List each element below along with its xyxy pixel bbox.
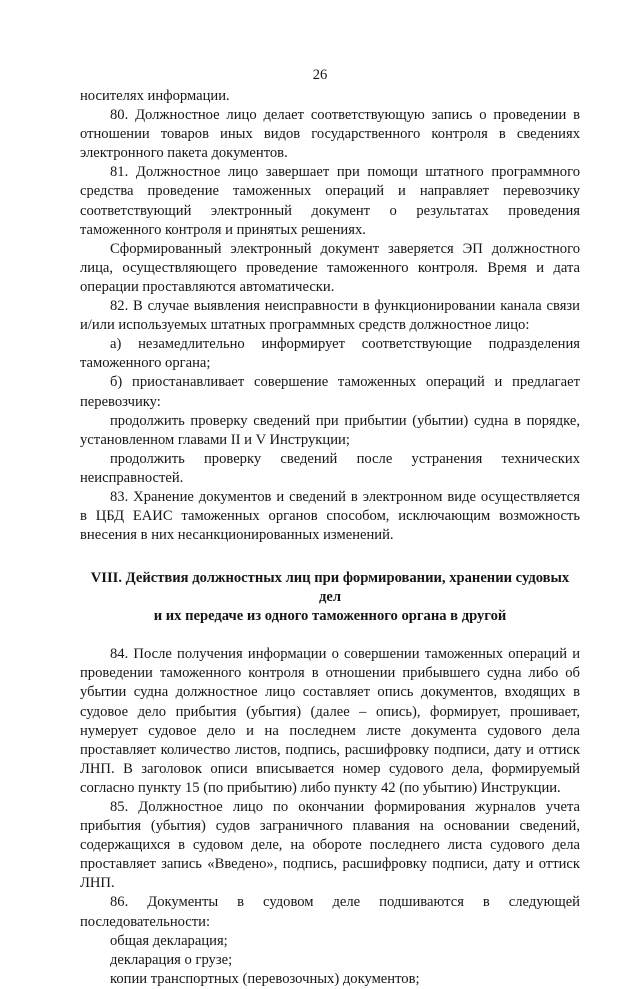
document-body <box>80 87 580 989</box>
paragraph-82-b-option-2: продолжить проверку сведений после устранения технических неисправностей. <box>80 450 580 486</box>
paragraph-85: 85. Должностное лицо по окончании формирования журналов учета прибытия (убытия) судов заграничного плавания на основании сведений, содержащихся в судовом деле, на обороте последнего листа судового дела проставляет запись «Введено», подпись, расшифровку подписи, дату и оттиск ЛНП. <box>80 799 580 892</box>
paragraph-82-a: а) незамедлительно информирует соответствующие подразделения таможенного органа; <box>80 336 580 372</box>
paragraph-80: 80. Должностное лицо делает соответствующую запись о проведении в отношении товаров иных видов государственного контроля в сведениях электронного пакета документов. <box>80 107 580 162</box>
list-item-general-declaration: общая декларация; <box>110 932 228 949</box>
paragraph-83: 83. Хранение документов и сведений в электронном виде осуществляется в ЦБД ЕАИС таможенных органов способом, исключающим возможность внесения в них несанкционированных изменений. <box>80 488 580 544</box>
list-item-transport-documents: копии транспортных (перевозочных) документов; <box>110 970 420 987</box>
section-heading-line-1: VIII. Действия должностных лиц при формировании, хранении судовых дел <box>90 570 570 606</box>
paragraph-82: 82. В случае выявления неисправности в функционировании канала связи и/или используемых штатных программных средств должностное лицо: <box>80 298 580 334</box>
paragraph-81-signature: Сформированный электронный документ заверяется ЭП должностного лица, осуществляющего проведение таможенного контроля. Время и дата операции проставляются автоматически. <box>80 240 580 295</box>
paragraph-82-b-option-1: продолжить проверку сведений при прибытии (убытии) судна в порядке, установленном главами II и V Инструкции; <box>80 412 580 448</box>
paragraph-continuation: носителях информации. <box>80 88 230 104</box>
paragraph-84: 84. После получения информации о совершении таможенных операций и проведении таможенного контроля в отношении прибывшего судна либо об убытии судна должностное лицо составляет опись документов, входящих в судовое дело прибытия (убытия) (далее – опись), формирует, прошивает, нумерует судовое дело и на последнем листе документа судового дела проставляет количество листов, подпись, расшифровку подписи, дату и оттиск ЛНП. В заголовок описи вписывается номер судового дела, формируемый согласно пункту 15 (по прибытию) либо пункту 42 (по убытию) Инструкции. <box>80 646 580 796</box>
section-heading-line-2: и их передаче из одного таможенного органа в другой <box>153 608 507 625</box>
paragraph-81: 81. Должностное лицо завершает при помощи штатного программного средства проведение таможенных операций и направляет перевозчику соответствующий электронный документ о результатах проведения таможенного контроля и принятых решениях. <box>80 164 580 238</box>
list-item-cargo-declaration: декларация о грузе; <box>110 951 233 968</box>
paragraph-86: 86. Документы в судовом деле подшиваются в следующей последовательности: <box>80 894 580 930</box>
page-number: 26 <box>312 67 328 83</box>
section-heading <box>80 569 580 626</box>
paragraph-82-b: б) приостанавливает совершение таможенных операций и предлагает перевозчику: <box>80 374 580 410</box>
